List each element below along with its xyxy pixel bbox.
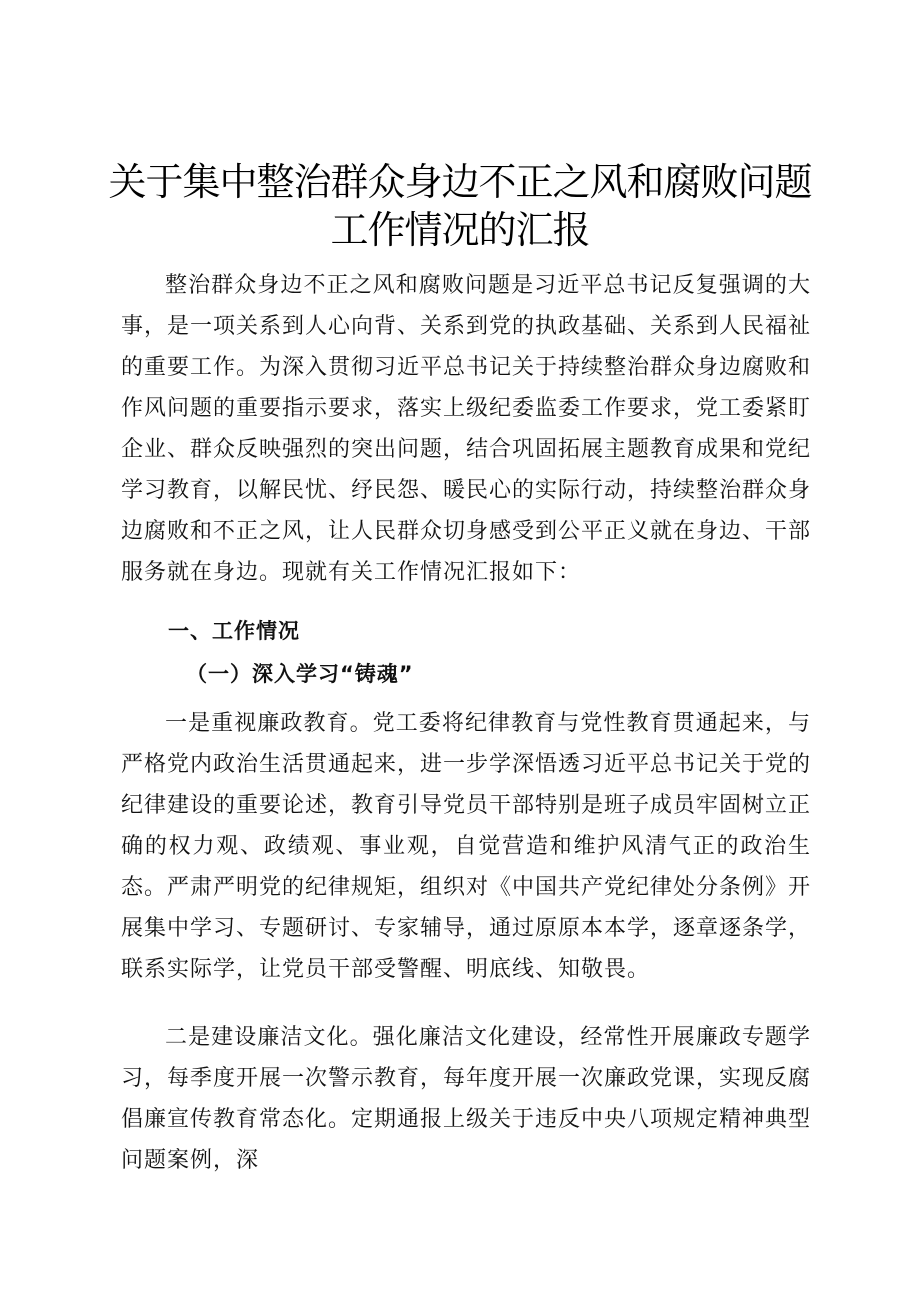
section-heading-work-status: 一、工作情况	[168, 619, 300, 643]
document-title: 关于集中整治群众身边不正之风和腐败问题工作情况的汇报	[108, 160, 812, 252]
subsection-heading-study: （一）深入学习“铸魂”	[186, 662, 414, 686]
intro-paragraph: 整治群众身边不正之风和腐败问题是习近平总书记反复强调的大事，是一项关系到人心向背、关系到党的执政基础、关系到人民福祉的重要工作。为深入贯彻习近平总书记关于持续整治群众身边腐败和作风问题的重要指示要求，落实上级纪委监委工作要求，党工委紧盯企业、群众反映强烈的突出问题，结合巩固拓展主题教育成果和党纪学习教育，以解民忧、纾民怨、暖民心的实际行动，持续整治群众身边腐败和不正之风，让人民群众切身感受到公平正义就在身边、干部服务就在身边。现就有关工作情况汇报如下：	[121, 273, 812, 585]
paragraph-integrity-education: 一是重视廉政教育。党工委将纪律教育与党性教育贯通起来，与严格党内政治生活贯通起来，进一步学深悟透习近平总书记关于党的纪律建设的重要论述，教育引导党员干部特别是班子成员牢固树立正确的权力观、政绩观、事业观，自觉营造和维护风清气正的政治生态。严肃严明党的纪律规矩，组织对《中国共产党纪律处分条例》开展集中学习、专题研讨、专家辅导，通过原原本本学，逐章逐条学，联系实际学，让党员干部受警醒、明底线、知敬畏。	[121, 711, 812, 982]
paragraph-integrity-culture: 二是建设廉洁文化。强化廉洁文化建设，经常性开展廉政专题学习，每季度开展一次警示教育，每年度开展一次廉政党课，实现反腐倡廉宣传教育常态化。定期通报上级关于违反中央八项规定精神典型问题案例，深	[121, 1025, 812, 1173]
